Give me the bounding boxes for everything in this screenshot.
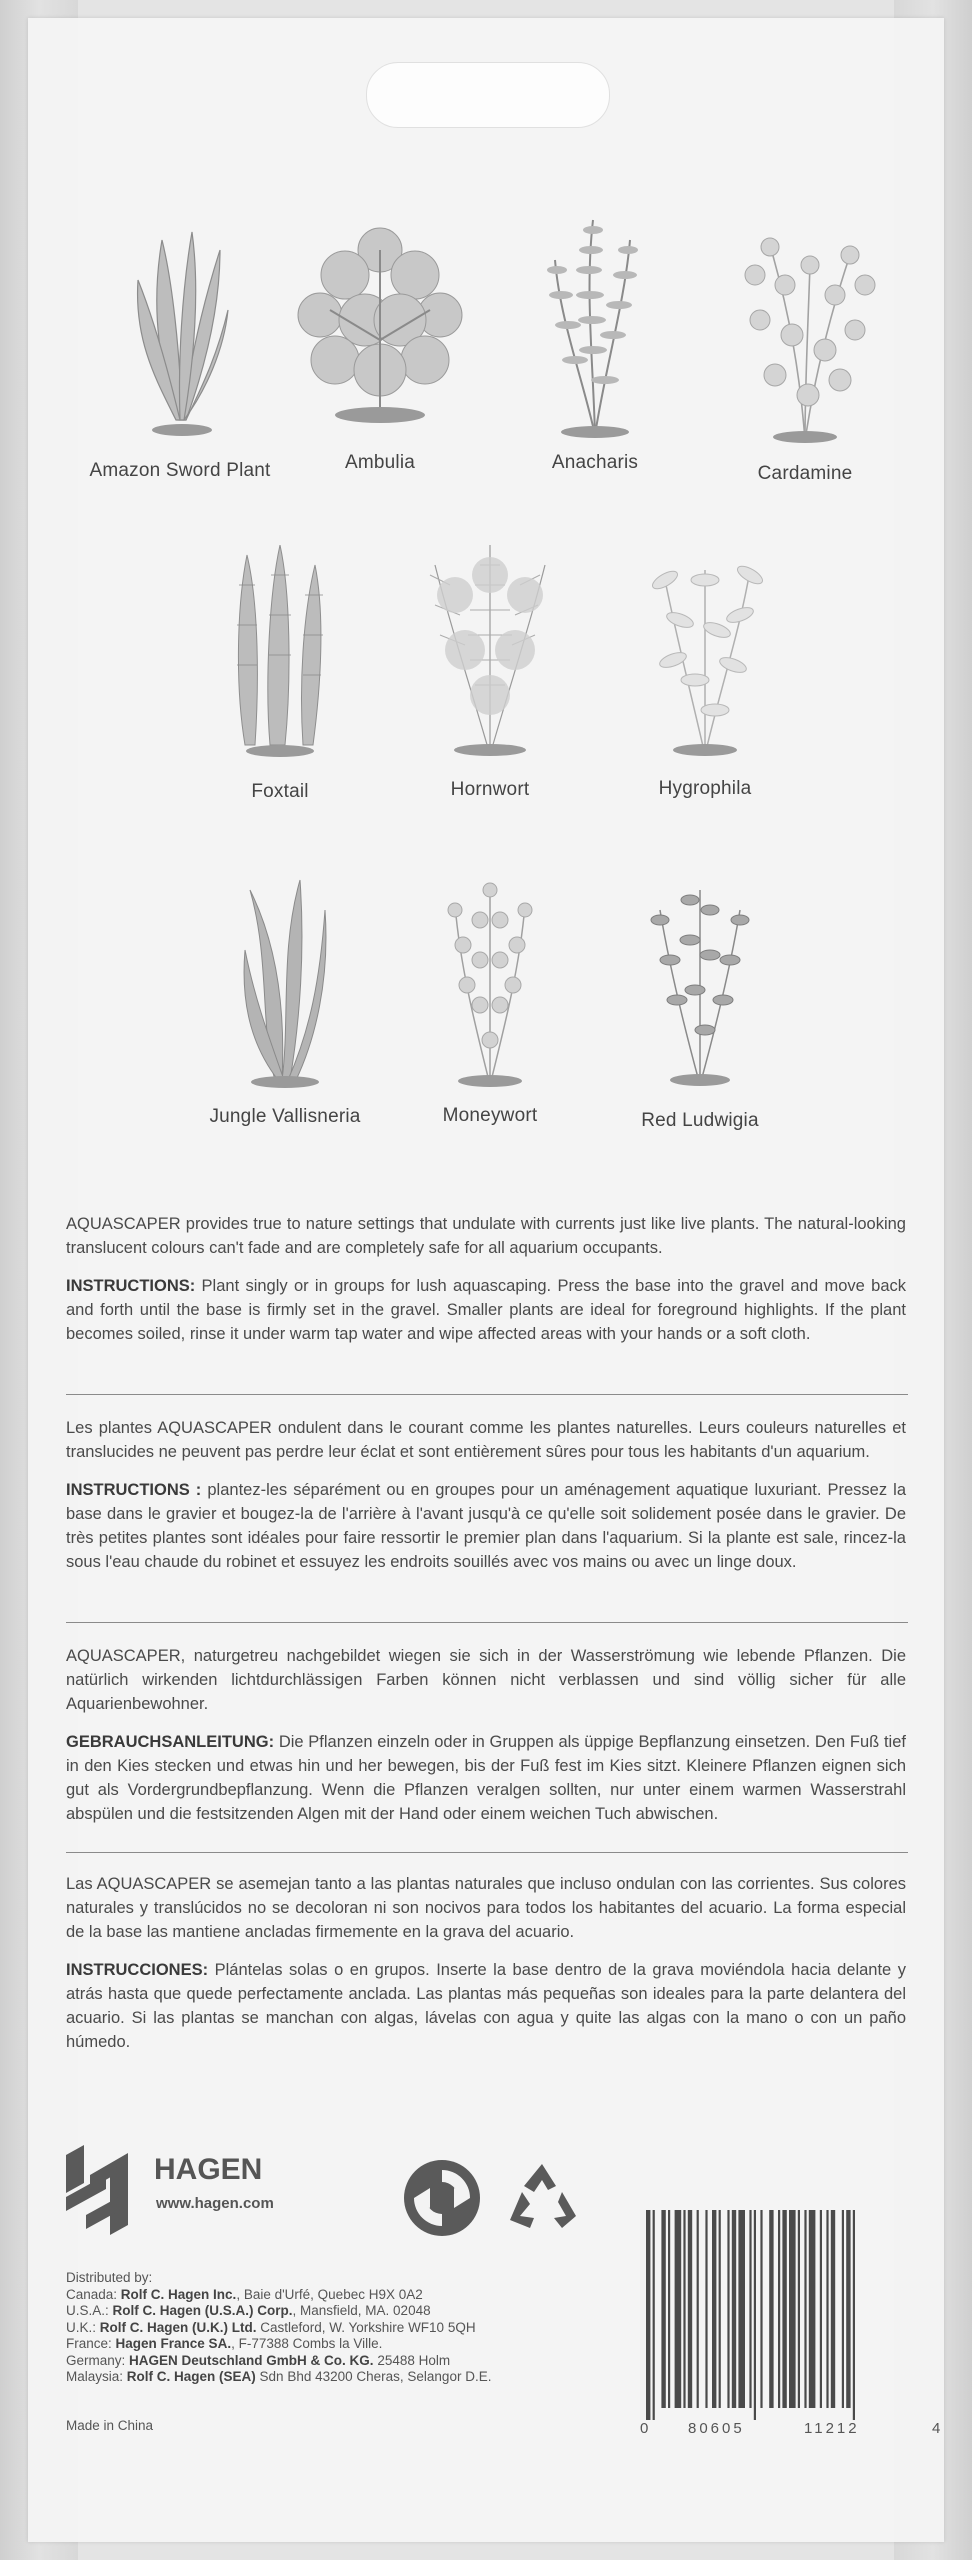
green-dot-icon [402, 2158, 482, 2238]
spanish-instructions-label: INSTRUCCIONES: [66, 1961, 209, 1979]
distributor-line [66, 2303, 491, 2320]
distributor-country: France: [66, 2336, 116, 2351]
distributor-country: U.S.A.: [66, 2303, 113, 2318]
plant-ambulia [290, 220, 470, 473]
barcode-check-digit: 4 [932, 2420, 941, 2437]
distributor-address: , Baie d'Urfé, Quebec H9X 0A2 [236, 2286, 423, 2302]
spanish-intro: Las AQUASCAPER se asemejan tanto a las plantas naturales que incluso ondulan con las corrientes. Sus colores naturales y translúcidos no se decoloran ni son nocivos para todos los habitantes del acuario. La forma especial de la base las mantiene ancladas firmemente en la grava del acuario. [66, 1875, 906, 1941]
plant-label: Anacharis [551, 452, 639, 473]
plant-jungle-vallisneria [209, 870, 361, 1127]
plant-label: Ambulia [344, 452, 416, 473]
german-instructions-text: Die Pflanzen einzeln oder in Gruppen als üppige Bepflanzung einsetzen. Den Fuß tief in den Kies stecken und etwas hin und her bewegen, bis der Fuß fest im Kies sitzt. Kleinere Pflanzen eignen sich gut als Vordergrundbepflanzung. Wenn die Pflanzen veralgen sollten, nur unter einem warmen Wasserstrahl abspülen und die festsitzenden Algen mit der Hand oder einem weichen Tuch abwischen. [66, 1733, 906, 1823]
barcode-right-digits: 11212 [804, 2420, 860, 2437]
distributor-address: Castleford, W. Yorkshire WF10 5QH [256, 2319, 476, 2335]
english-instructions-text: Plant singly or in groups for lush aquascaping. Press the base into the gravel and move back and forth until the base is firmly set in the gravel. Smaller plants are ideal for foreground highlights. If the plant becomes soiled, rinse it under warm tap water and wipe affected areas with your hands or a soft cloth. [66, 1277, 906, 1343]
plant-label: Jungle Vallisneria [209, 1106, 361, 1127]
moneywort-plant-icon [435, 875, 545, 1090]
divider [66, 1852, 908, 1853]
hagen-logo-icon [66, 2145, 148, 2235]
recycle-icon [506, 2162, 578, 2232]
french-instructions-label: INSTRUCTIONS : [66, 1481, 202, 1499]
hang-hole [366, 62, 610, 128]
brand-url: www.hagen.com [156, 2195, 274, 2212]
amazon-sword-plant-icon [120, 220, 240, 450]
distributor-company: Rolf C. Hagen (SEA) [126, 2369, 256, 2384]
ambulia-plant-icon [290, 220, 470, 430]
spanish-section [66, 1872, 906, 2054]
distributor-company: Rolf C. Hagen (U.K.) Ltd. [99, 2319, 257, 2335]
german-instructions-label: GEBRAUCHSANLEITUNG: [66, 1733, 275, 1751]
distributor-line [66, 2369, 491, 2386]
distributor-company: Rolf C. Hagen Inc. [120, 2286, 237, 2302]
anacharis-plant-icon [535, 210, 655, 440]
english-instructions-label: INSTRUCTIONS: [66, 1277, 196, 1295]
spanish-instructions-text: Plántelas solas o en grupos. Inserte la base dentro de la grava moviéndola hacia delante y atrás hasta que quede perfectamente anclada. Las plantas más pequeñas son ideales para la parte delantera del acuario. Si las plantas se manchan con algas, lávelas con agua y quite las algas con la mano o con un paño húmedo. [66, 1961, 906, 2051]
distributor-address: Sdn Bhd 43200 Cheras, Selangor D.E. [255, 2369, 492, 2384]
english-section [66, 1212, 906, 1346]
divider [66, 1622, 908, 1623]
plant-label: Hornwort [450, 779, 530, 800]
distributor-line [66, 2336, 491, 2353]
hagen-logo [66, 2145, 274, 2240]
spanish-instructions [66, 1958, 906, 2054]
plant-label: Amazon Sword Plant [89, 460, 271, 481]
divider [66, 1394, 908, 1395]
english-intro: AQUASCAPER provides true to nature settings that undulate with currents just like live plants. The natural-looking translucent colours can't fade and are completely safe for all aquarium occupants. [66, 1215, 906, 1257]
distributor-country: Canada: [66, 2286, 121, 2302]
plant-label: Red Ludwigia [641, 1110, 759, 1131]
distributor-company: HAGEN Deutschland GmbH & Co. KG. [129, 2352, 374, 2368]
english-instructions [66, 1274, 906, 1346]
cardamine-plant-icon [730, 225, 880, 445]
brand-name: HAGEN [154, 2153, 263, 2186]
plant-label: Hygrophila [658, 778, 752, 799]
distributor-country: Germany: [66, 2352, 130, 2368]
plant-foxtail [225, 545, 335, 802]
distributor-line [66, 2287, 491, 2304]
french-instructions [66, 1478, 906, 1574]
distribution-info [66, 2270, 491, 2386]
french-instructions-text: plantez-les séparément ou en groupes pour un aménagement aquatique luxuriant. Pressez la base dans le gravier et bougez-la de l'arrière à l'avant jusqu'à ce qu'elle soit solidement posée dans le gravier. De très petites plantes sont idéales pour faire ressortir le premier plan dans l'aquarium. Si la plante est sale, rincez-la sous l'eau chaude du robinet et essuyez les endroits souillés avec vos mains ou avec un linge doux. [66, 1481, 906, 1571]
made-in: Made in China [66, 2418, 154, 2433]
plant-red-ludwigia [641, 880, 759, 1131]
plant-label: Cardamine [757, 463, 853, 484]
barcode-left-digits: 80605 [688, 2420, 745, 2437]
distributor-line [66, 2353, 491, 2370]
barcode [636, 2210, 928, 2422]
german-instructions [66, 1730, 906, 1826]
plant-hygrophila [645, 550, 765, 799]
hygrophila-plant-icon [645, 550, 765, 760]
distributor-address: , Mansfield, MA. 02048 [292, 2303, 431, 2318]
barcode-first-digit: 0 [640, 2420, 649, 2437]
distributor-company: Rolf C. Hagen (U.S.A.) Corp. [112, 2303, 293, 2318]
plant-amazon-sword [89, 220, 271, 481]
distributor-country: U.K.: [66, 2319, 100, 2335]
distributor-address: , F-77388 Combs la Ville. [231, 2336, 383, 2351]
distributor-address: 25488 Holm [373, 2352, 451, 2368]
german-section [66, 1644, 906, 1826]
plant-hornwort [420, 535, 560, 800]
french-section [66, 1416, 906, 1574]
foxtail-plant-icon [225, 545, 335, 760]
german-intro: AQUASCAPER, naturgetreu nachgebildet wiegen sie sich in der Wasserströmung wie lebende Pflanzen. Die natürlich wirkenden lichtdurchlässigen Farben können nicht verblassen und sind völlig sicher für alle Aquarienbewohner. [66, 1647, 906, 1713]
plant-label: Foxtail [251, 781, 309, 802]
plant-anacharis [535, 210, 655, 473]
distributor-country: Malaysia: [66, 2369, 127, 2384]
distributor-line [66, 2320, 491, 2337]
distribution-heading: Distributed by: [66, 2270, 153, 2285]
plant-label: Moneywort [442, 1105, 538, 1126]
red-ludwigia-plant-icon [645, 880, 755, 1090]
french-intro: Les plantes AQUASCAPER ondulent dans le courant comme les plantes naturelles. Leurs couleurs naturelles et translucides ne peuvent pas perdre leur éclat et sont entièrement sûres pour tous les habitants d'un aquarium. [66, 1419, 906, 1461]
plant-moneywort [435, 875, 545, 1126]
distributor-company: Hagen France SA. [115, 2336, 232, 2351]
plant-cardamine [730, 225, 880, 484]
jungle-vallisneria-plant-icon [230, 870, 340, 1090]
hornwort-plant-icon [420, 535, 560, 760]
